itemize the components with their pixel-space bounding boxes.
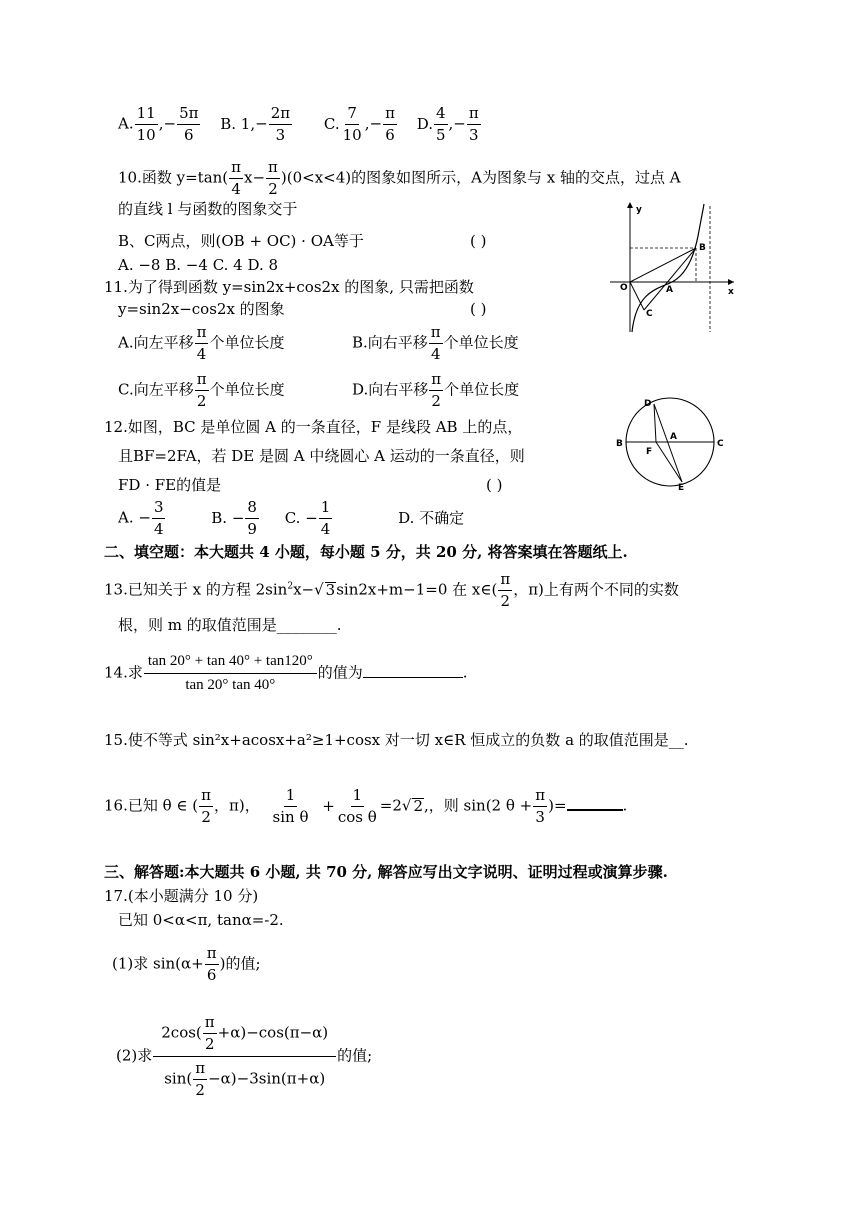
line-l bbox=[644, 248, 696, 310]
q9-b-frac: $\frac{2\pi}{3}$ bbox=[270, 104, 291, 144]
q9-a-frac1: $\frac{11}{10}$ bbox=[136, 104, 156, 144]
q17-part2-fraction: 2cos( $\frac{\pi}{2}$ +α)−cos(π−α) sin( $\frac{\pi}{2}$ −α)−3sin(π+α) bbox=[153, 1015, 336, 1098]
fig10-label-y: y bbox=[636, 205, 642, 215]
q10-line3: B、C两点，则(OB + OC) · OA等于 ( ) bbox=[118, 232, 487, 250]
segment-fe bbox=[656, 442, 682, 482]
q11-line2: y=sin2x−cos2x 的图象 ( ) bbox=[118, 300, 487, 318]
fig10-label-b: B bbox=[699, 243, 706, 253]
fig10-label-o: O bbox=[620, 283, 628, 293]
q16-line: 16.已知 θ ∈ ( $\frac{\pi}{2}$ ，π)， $\frac{1}{\text{sin θ}}$ + $\frac{1}{\text{cos θ}}$ =2√ 2,，则 sin(2 θ + $\frac{\pi}{3}$ )= . bbox=[104, 786, 628, 826]
q16-answer-blank[interactable] bbox=[567, 809, 623, 811]
segment-ob bbox=[630, 248, 696, 282]
q9-a-frac2: $\frac{5\pi}{6}$ bbox=[179, 104, 199, 144]
x-axis-arrow-icon bbox=[728, 279, 734, 285]
q17-title: 17.(本小题满分 10 分) bbox=[104, 887, 259, 905]
q9-option-b-label: B. 1, bbox=[220, 114, 256, 133]
q10-frac1: $\frac{\pi}{4}$ bbox=[231, 158, 242, 198]
q10-options: A. −8 B. −4 C. 4 D. 8 bbox=[118, 256, 279, 274]
q10-frac2: $\frac{\pi}{2}$ bbox=[268, 158, 278, 198]
fig12-label-d: D bbox=[644, 399, 652, 409]
q17-part2: (2)求 2cos( $\frac{\pi}{2}$ +α)−cos(π−α) sin( $\frac{\pi}{2}$ −α)−3sin(π+α) 的值; bbox=[116, 1013, 373, 1099]
q9-option-d-label: D. bbox=[416, 114, 433, 133]
q11-option-a: A.向左平移 $\frac{\pi}{4}$ 个单位长度 bbox=[118, 323, 285, 363]
q12-line2: 且BF=2FA，若 DE 是圆 A 中绕圆心 A 运动的一条直径，则 bbox=[118, 447, 525, 465]
section-solutions-heading: 三、解答题:本大题共 6 小题, 共 70 分, 解答应写出文字说明、证明过程或演算步骤. bbox=[104, 863, 668, 881]
q14-fraction: $\frac{\tan 20^\circ + \tan 40^\circ + \tan 120^\circ}{\tan 20^\circ \tan 40^\circ}$ bbox=[144, 654, 317, 693]
fig12-label-a: A bbox=[670, 432, 677, 442]
fig10-label-a: A bbox=[666, 285, 673, 295]
q9-option-a-label: A. bbox=[118, 114, 134, 133]
q9-d-frac2: $\frac{\pi}{3}$ bbox=[468, 104, 479, 144]
q12-line1: 12.如图，BC 是单位圆 A 的一条直径，F 是线段 AB 上的点， bbox=[104, 418, 523, 436]
section-fill-in-heading: 二、填空题：本大题共 4 小题，每小题 5 分，共 20 分, 将答案填在答题纸上. bbox=[104, 543, 628, 561]
q13-line1: 13.已知关于 x 的方程 $2\sin^2x-√$ 3sin2x+m−1=0 在 x∈( $\frac{\pi}{2}$ ，π)上有两个不同的实数 bbox=[104, 570, 679, 610]
fig12-label-e: E bbox=[678, 483, 685, 492]
tan-curve bbox=[632, 204, 704, 332]
q9-c-frac1: $\frac{7}{10}$ bbox=[342, 104, 362, 144]
fig12-label-b: B bbox=[616, 439, 623, 449]
q11-option-c: C.向左平移 $\frac{\pi}{2}$ 个单位长度 bbox=[118, 370, 285, 410]
diameter-de bbox=[654, 404, 682, 482]
q9-d-frac1: $\frac{4}{5}$ bbox=[435, 104, 446, 144]
q14-line: 14.求 $\frac{\tan 20^\circ + \tan 40^\circ + \tan 120^\circ}{\tan 20^\circ \tan 40^\circ}$ 的值为 . bbox=[104, 653, 468, 693]
q17-part1: (1)求 sin(α+ $\frac{\pi}{6}$ )的值; bbox=[112, 944, 261, 984]
q12-line3: FD · FE的值是 ( ) bbox=[118, 476, 503, 494]
q10-line1: 10.函数 y=tan( $\frac{\pi}{4}$ x− $\frac{\pi}{2}$ )(0<x<4)的图象如图所示，A为图象与 x 轴的交点，过点 A bbox=[118, 158, 681, 198]
q14-answer-blank[interactable] bbox=[363, 677, 463, 678]
q9-options: A. $\frac{11}{10}$ ,− $\frac{5\pi}{6}$ B. 1,− $\frac{2\pi}{3}$ C. $\frac{7}{10}$ ,− $\frac{\pi}{6}$ D. $\frac{4}{5}$ ,− $\frac{\pi}{3}$ bbox=[118, 104, 479, 144]
q11-option-b: B.向右平移 $\frac{\pi}{4}$ 个单位长度 bbox=[352, 323, 519, 363]
q12-circle-figure bbox=[610, 392, 730, 492]
q9-c-frac2: $\frac{\pi}{6}$ bbox=[385, 104, 395, 144]
q10-line2: 的直线 l 与函数的图象交于 bbox=[118, 200, 298, 218]
q17-given: 已知 0<α<π, tanα=-2. bbox=[118, 911, 284, 929]
segment-oc bbox=[630, 282, 644, 310]
q12-options: A. − $\frac{3}{4}$ B. − $\frac{8}{9}$ C. − $\frac{1}{4}$ D. 不确定 bbox=[118, 498, 465, 538]
y-axis-arrow-icon bbox=[627, 202, 633, 208]
sqrt-icon: √ bbox=[314, 580, 324, 599]
q15-line: 15.使不等式 sin²x+acosx+a²≥1+cosx 对一切 x∈R 恒成立的负数 a 的取值范围是__. bbox=[104, 731, 689, 749]
q13-line2: 根，则 m 的取值范围是________. bbox=[118, 616, 342, 634]
sqrt-icon: √ bbox=[401, 796, 412, 815]
fig10-label-c: C bbox=[646, 309, 653, 319]
q10-tan-graph bbox=[602, 198, 742, 338]
fig10-label-x: x bbox=[728, 287, 734, 297]
q11-option-d: D.向右平移 $\frac{\pi}{2}$ 个单位长度 bbox=[352, 370, 520, 410]
fig12-label-c: C bbox=[717, 439, 724, 449]
q11-line1: 11.为了得到函数 y=sin2x+cos2x 的图象, 只需把函数 bbox=[104, 278, 474, 296]
fig12-label-f: F bbox=[646, 447, 653, 457]
q9-option-c-label: C. bbox=[323, 114, 340, 133]
